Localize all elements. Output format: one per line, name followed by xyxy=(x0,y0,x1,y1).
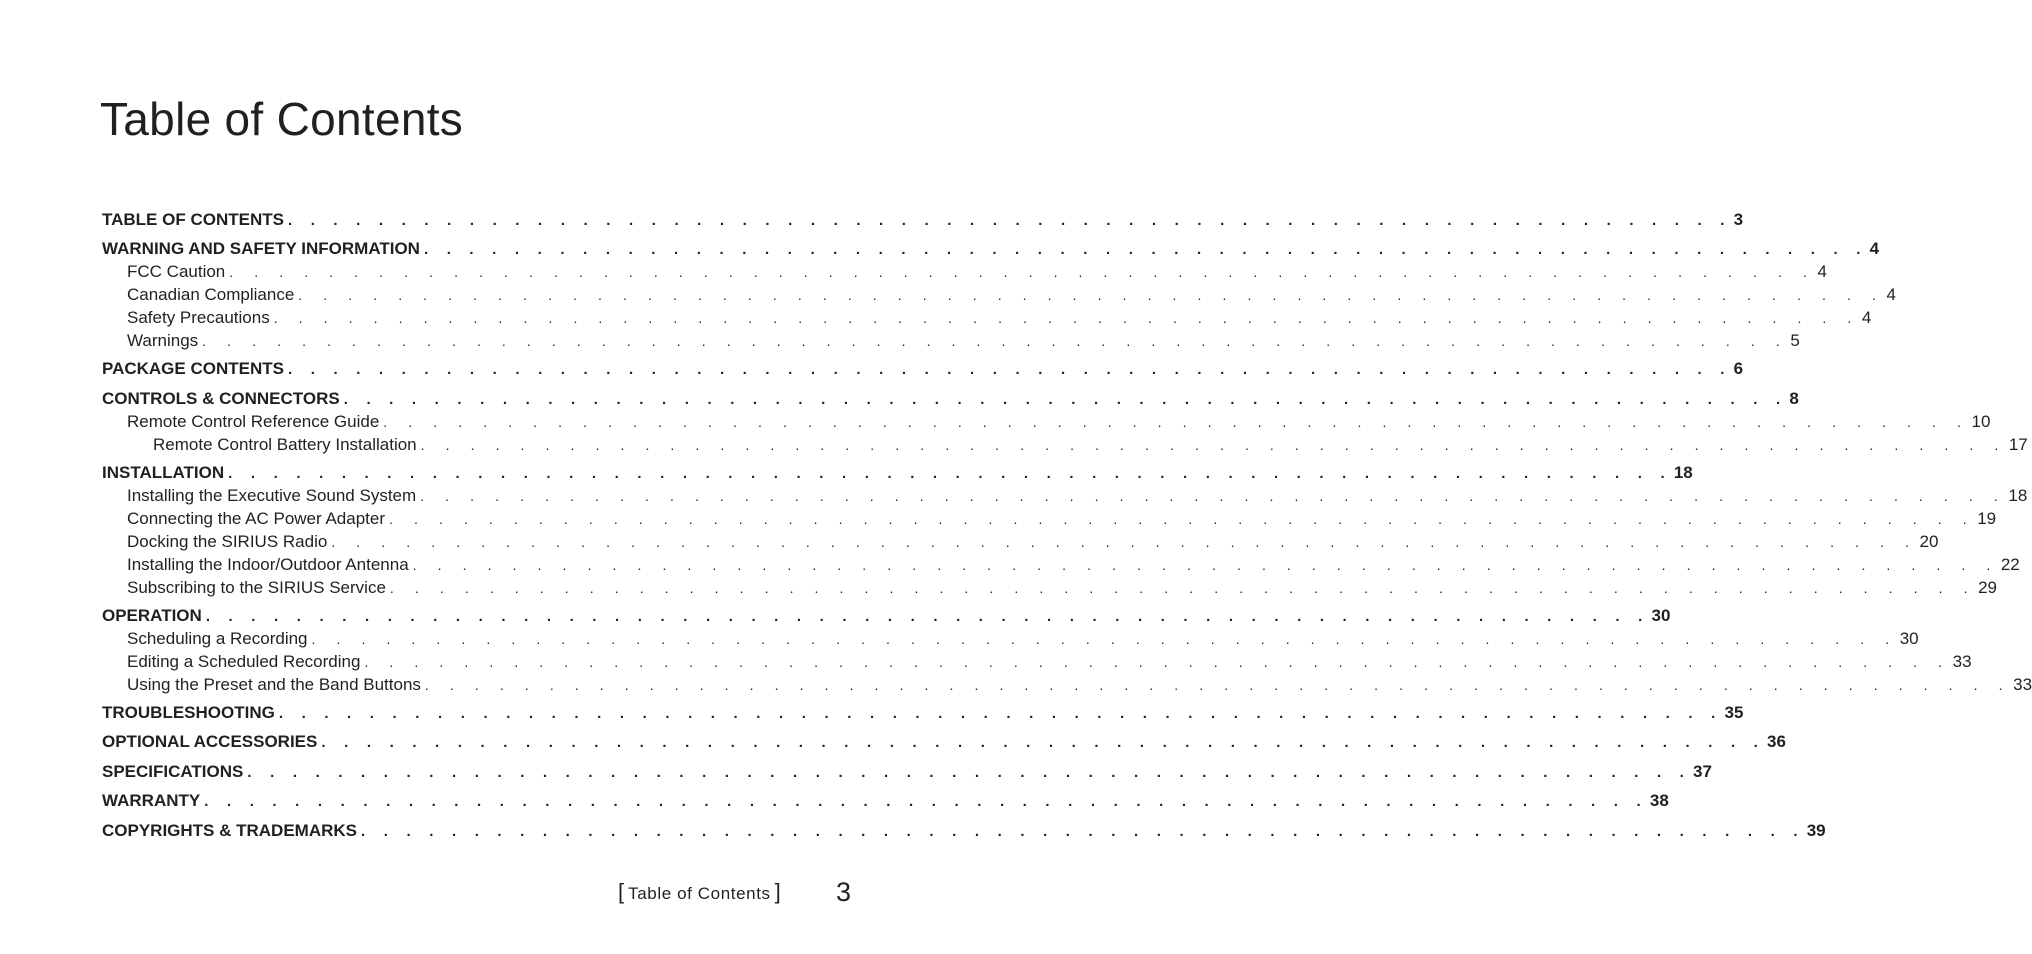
toc-dot-leader: . . . . . . . . . . . . . . . . . . . . . . . . . . . . . . . . . . . . . . . . . . . . . . . . . . . . . . . . . . . . . . . . xyxy=(423,241,1868,258)
toc-entry-label: Installing the Indoor/Outdoor Antenna xyxy=(127,555,409,574)
toc-dot-leader: . . . . . . . . . . . . . . . . . . . . . . . . . . . . . . . . . . . . . . . . . . . . . . . . . . . . . . . . . . . . . . . . xyxy=(247,764,1692,781)
toc-entry-page: 35 xyxy=(1724,703,1744,722)
toc-entry-label: WARNING AND SAFETY INFORMATION xyxy=(102,239,420,258)
toc-entry-page: 17 xyxy=(2008,435,2028,454)
toc-dot-leader: . . . . . . . . . . . . . . . . . . . . . . . . . . . . . . . . . . . . . . . . . . . . . . . . . . . . . . . . . . . . . . . . xyxy=(420,437,2007,453)
toc-dot-leader: . . . . . . . . . . . . . . . . . . . . . . . . . . . . . . . . . . . . . . . . . . . . . . . . . . . . . . . . . . . . . . . . xyxy=(361,823,1805,840)
toc-entry[interactable] xyxy=(102,239,1880,263)
toc-dot-leader: . . . . . . . . . . . . . . . . . . . . . . . . . . . . . . . . . . . . . . . . . . . . . . . . . . . . . . . . . . . . . . . . xyxy=(389,511,1976,527)
toc-entry-label: CONTROLS & CONNECTORS xyxy=(102,389,340,408)
toc-dot-leader: . . . . . . . . . . . . . . . . . . . . . . . . . . . . . . . . . . . . . . . . . . . . . . . . . . . . . . . . . . . . . . . . xyxy=(298,287,1885,303)
toc-entry[interactable] xyxy=(127,412,1991,436)
toc-entry-label: Remote Control Battery Installation xyxy=(153,435,417,454)
toc-entry-label: INSTALLATION xyxy=(102,463,225,482)
toc-entry-label: Installing the Executive Sound System xyxy=(127,486,417,505)
toc-entry[interactable] xyxy=(127,285,1896,309)
toc-entry[interactable] xyxy=(127,555,2020,579)
toc-entry-page: 18 xyxy=(2008,486,2028,505)
toc-entry-label: Subscribing to the SIRIUS Service xyxy=(127,578,386,597)
toc-entry-label: TABLE OF CONTENTS xyxy=(102,210,284,229)
toc-entry-page: 5 xyxy=(1790,331,1800,350)
toc-dot-leader: . . . . . . . . . . . . . . . . . . . . . . . . . . . . . . . . . . . . . . . . . . . . . . . . . . . . . . . . . . . . . . . . xyxy=(389,580,1977,596)
toc-dot-leader: . . . . . . . . . . . . . . . . . . . . . . . . . . . . . . . . . . . . . . . . . . . . . . . . . . . . . . . . . . . . . . . . xyxy=(383,414,1970,430)
toc-dot-leader: . . . . . . . . . . . . . . . . . . . . . . . . . . . . . . . . . . . . . . . . . . . . . . . . . . . . . . . . . . . . . . . . xyxy=(273,310,1860,326)
toc-entry-page: 18 xyxy=(1673,463,1693,482)
toc-entry-label: OPTIONAL ACCESSORIES xyxy=(102,732,318,751)
toc-entry[interactable] xyxy=(127,629,1919,653)
toc-entry-page: 4 xyxy=(1861,308,1872,327)
toc-entry-page: 19 xyxy=(1977,509,1997,528)
toc-entry-page: 22 xyxy=(2000,555,2020,574)
toc-entry[interactable] xyxy=(102,821,1826,845)
toc-dot-leader: . . . . . . . . . . . . . . . . . . . . . . . . . . . . . . . . . . . . . . . . . . . . . . . . . . . . . . . . . . . . . . . . xyxy=(287,212,1732,229)
toc-entry-label: Canadian Compliance xyxy=(127,285,295,304)
toc-dot-leader: . . . . . . . . . . . . . . . . . . . . . . . . . . . . . . . . . . . . . . . . . . . . . . . . . . . . . . . . . . . . . . . . xyxy=(321,734,1766,751)
toc-entry-page: 4 xyxy=(1869,239,1880,258)
toc-dot-leader: . . . . . . . . . . . . . . . . . . . . . . . . . . . . . . . . . . . . . . . . . . . . . . . . . . . . . . . . . . . . . . . . xyxy=(364,654,1951,670)
toc-entry-page: 30 xyxy=(1651,606,1671,625)
toc-dot-leader: . . . . . . . . . . . . . . . . . . . . . . . . . . . . . . . . . . . . . . . . . . . . . . . . . . . . . . . . . . . . . . . . xyxy=(229,264,1816,280)
toc-entry-page: 4 xyxy=(1886,285,1896,304)
page-number: 3 xyxy=(836,877,852,907)
toc-dot-leader: . . . . . . . . . . . . . . . . . . . . . . . . . . . . . . . . . . . . . . . . . . . . . . . . . . . . . . . . . . . . . . . . xyxy=(420,488,2007,504)
toc-entry-page: 29 xyxy=(1978,578,1998,597)
toc-dot-leader: . . . . . . . . . . . . . . . . . . . . . . . . . . . . . . . . . . . . . . . . . . . . . . . . . . . . . . . . . . . . . . . . xyxy=(343,391,1788,408)
toc-dot-leader: . . . . . . . . . . . . . . . . . . . . . . . . . . . . . . . . . . . . . . . . . . . . . . . . . . . . . . . . . . . . . . . . xyxy=(205,608,1650,625)
toc-entry-page: 30 xyxy=(1899,629,1919,648)
toc-entry[interactable] xyxy=(127,509,1997,533)
toc-dot-leader: . . . . . . . . . . . . . . . . . . . . . . . . . . . . . . . . . . . . . . . . . . . . . . . . . . . . . . . . . . . . . . . . xyxy=(412,557,1999,573)
toc-entry-label: FCC Caution xyxy=(127,262,226,281)
toc-dot-leader: . . . . . . . . . . . . . . . . . . . . . . . . . . . . . . . . . . . . . . . . . . . . . . . . . . . . . . . . . . . . . . . . xyxy=(424,677,2012,693)
toc-entry[interactable] xyxy=(102,606,1671,630)
toc-entry-page: 8 xyxy=(1789,389,1799,408)
toc-entry-label: Remote Control Reference Guide xyxy=(127,412,380,431)
toc-entry-label: Scheduling a Recording xyxy=(127,629,308,648)
toc-entry[interactable] xyxy=(102,389,1799,413)
toc-entry-page: 39 xyxy=(1806,821,1826,840)
toc-entry[interactable] xyxy=(102,359,1744,383)
toc-entry-label: SPECIFICATIONS xyxy=(102,762,244,781)
toc-entry-page: 20 xyxy=(1919,532,1939,551)
toc-entry[interactable] xyxy=(127,652,1972,676)
page-title: Table of Contents xyxy=(100,93,464,145)
toc-entry-page: 10 xyxy=(1971,412,1991,431)
toc-dot-leader: . . . . . . . . . . . . . . . . . . . . . . . . . . . . . . . . . . . . . . . . . . . . . . . . . . . . . . . . . . . . . . . . xyxy=(202,333,1789,349)
toc-entry-page: 33 xyxy=(1952,652,1972,671)
toc-entry-page: 37 xyxy=(1693,762,1712,781)
toc-entry-page: 36 xyxy=(1767,732,1786,751)
toc-entry-page: 38 xyxy=(1649,791,1669,810)
toc-entry[interactable] xyxy=(102,463,1693,487)
toc-entry-page: 33 xyxy=(2013,675,2032,694)
toc-entry[interactable] xyxy=(153,435,2028,459)
toc-entry[interactable] xyxy=(102,210,1744,234)
toc-entry-page: 6 xyxy=(1733,359,1744,378)
toc-entry-label: Docking the SIRIUS Radio xyxy=(127,532,328,551)
toc-entry-label: COPYRIGHTS & TRADEMARKS xyxy=(102,821,358,840)
toc-entry-page: 4 xyxy=(1817,262,1827,281)
toc-entry-label: Connecting the AC Power Adapter xyxy=(127,509,385,528)
toc-entry[interactable] xyxy=(127,532,1939,556)
toc-entry-label: Safety Precautions xyxy=(127,308,270,327)
toc-entry[interactable] xyxy=(102,791,1669,815)
toc-entry[interactable] xyxy=(127,675,2032,699)
toc-entry[interactable] xyxy=(102,762,1712,786)
toc-dot-leader: . . . . . . . . . . . . . . . . . . . . . . . . . . . . . . . . . . . . . . . . . . . . . . . . . . . . . . . . . . . . . . . . xyxy=(331,534,1918,550)
toc-entry[interactable] xyxy=(127,331,1800,355)
toc-entry-label: WARRANTY xyxy=(102,791,201,810)
running-footer xyxy=(618,879,781,905)
toc-dot-leader: . . . . . . . . . . . . . . . . . . . . . . . . . . . . . . . . . . . . . . . . . . . . . . . . . . . . . . . . . . . . . . . . xyxy=(287,361,1732,378)
toc-entry-label: PACKAGE CONTENTS xyxy=(102,359,284,378)
footer-section-label: Table of Contents xyxy=(628,884,771,903)
toc-dot-leader: . . . . . . . . . . . . . . . . . . . . . . . . . . . . . . . . . . . . . . . . . . . . . . . . . . . . . . . . . . . . . . . . xyxy=(278,705,1723,722)
toc-entry-label: TROUBLESHOOTING xyxy=(102,703,275,722)
toc-dot-leader: . . . . . . . . . . . . . . . . . . . . . . . . . . . . . . . . . . . . . . . . . . . . . . . . . . . . . . . . . . . . . . . . xyxy=(204,793,1648,810)
toc-entry-label: Editing a Scheduled Recording xyxy=(127,652,361,671)
toc-entry[interactable] xyxy=(127,578,1998,602)
toc-entry-label: OPERATION xyxy=(102,606,202,625)
toc-entry-page: 3 xyxy=(1733,210,1744,229)
footer-bracket-open: [ xyxy=(618,879,625,904)
toc-dot-leader: . . . . . . . . . . . . . . . . . . . . . . . . . . . . . . . . . . . . . . . . . . . . . . . . . . . . . . . . . . . . . . . . xyxy=(311,631,1898,647)
toc-entry-label: Warnings xyxy=(127,331,199,350)
toc-entry[interactable] xyxy=(127,308,1872,332)
toc-entry[interactable] xyxy=(102,703,1744,727)
footer-bracket-close: ] xyxy=(774,879,781,904)
toc-entry[interactable] xyxy=(127,486,2028,510)
toc-entry[interactable] xyxy=(127,262,1827,286)
toc-entry[interactable] xyxy=(102,732,1786,756)
toc-entry-label: Using the Preset and the Band Buttons xyxy=(127,675,421,694)
toc-dot-leader: . . . . . . . . . . . . . . . . . . . . . . . . . . . . . . . . . . . . . . . . . . . . . . . . . . . . . . . . . . . . . . . . xyxy=(228,465,1672,482)
